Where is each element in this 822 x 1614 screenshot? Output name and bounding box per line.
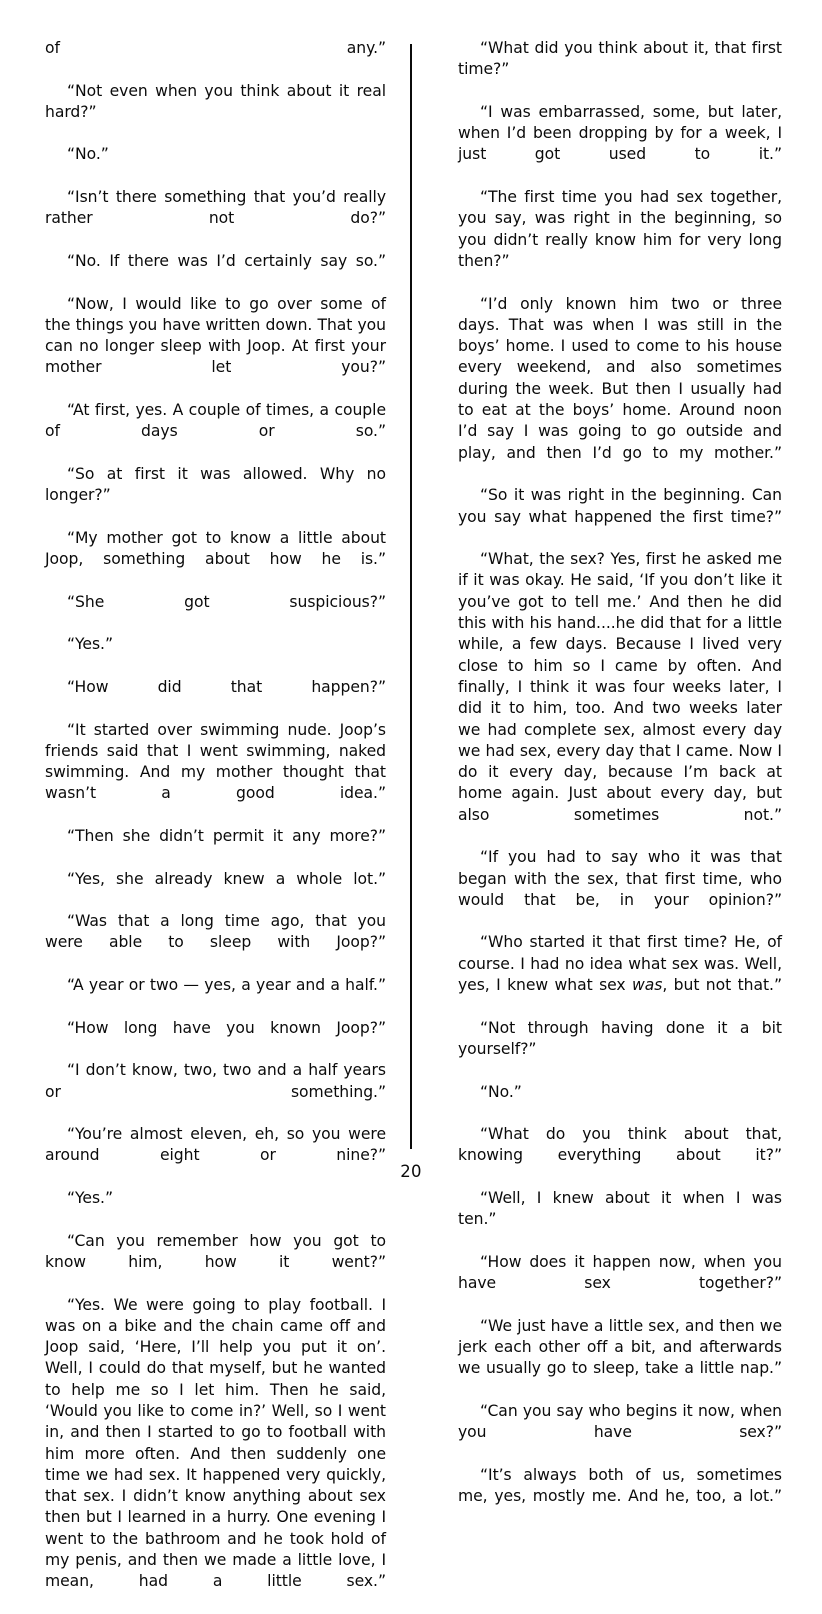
paragraph: “Can you say who begins it now, when you have sex?”	[458, 1402, 782, 1442]
paragraph: of any.”	[45, 39, 386, 57]
paragraph: “How long have you known Joop?”	[67, 1018, 386, 1037]
paragraph: “Yes, she already knew a whole lot.”	[67, 869, 386, 888]
paragraph: “Then she didn’t permit it any more?”	[67, 826, 386, 845]
paragraph: “She got suspicious?”	[67, 592, 386, 611]
paragraph	[458, 932, 782, 1017]
paragraph: “What do you think about that, knowing everything about it?”	[458, 1125, 782, 1165]
paragraph: “My mother got to know a little about Joop, something about how he is.”	[45, 528, 386, 569]
paragraph: “How did that happen?”	[67, 677, 386, 696]
paragraph: “You’re almost eleven, eh, so you were around eight or nine?”	[45, 1125, 386, 1165]
paragraph: “So at first it was allowed. Why no longer?”	[45, 464, 386, 505]
paragraph: “If you had to say who it was that began with the sex, that first time, who would that be, in your opinion?”	[458, 848, 782, 909]
paragraph: “What, the sex? Yes, first he asked me if it was okay. He said, ‘If you don’t like it you’ve got to tell me.’ And then he did this with his hand....he did that for a little while, a few days. Because I lived very close to him so I came by often. And finally, I think it was four weeks later, I did it to him, too. And two weeks later we had complete sex, almost every day we had sex, every day that I came. Now I do it every day, because I’m back at home again. Just about every day, but also sometimes not.”	[458, 550, 782, 824]
paragraph: “Not even when you think about it real hard?”	[45, 81, 386, 121]
paragraph: “No.”	[480, 1082, 522, 1101]
text-run: , but not that.”	[662, 976, 782, 995]
paragraph: “Yes.”	[67, 635, 113, 654]
paragraph: “Well, I knew about it when I was ten.”	[458, 1189, 782, 1229]
paragraph: “No.”	[67, 145, 109, 164]
paragraph: “Can you remember how you got to know him, how it went?”	[45, 1231, 386, 1271]
paragraph: “Not through having done it a bit yourself?”	[458, 1018, 782, 1058]
paragraph: “Now, I would like to go over some of the things you have written down. That you can no longer sleep with Joop. At first your mother let you?”	[45, 294, 386, 377]
right-text-column	[458, 38, 782, 1529]
paragraph: “No. If there was I’d certainly say so.”	[67, 251, 386, 270]
paragraph: “Isn’t there something that you’d really rather not do?”	[45, 188, 386, 228]
emphasized-text: was	[632, 976, 663, 995]
paragraph: “I was embarrassed, some, but later, when I’d been dropping by for a week, I just got used to it.”	[458, 102, 782, 164]
paragraph: “It started over swimming nude. Joop’s friends said that I went swimming, naked swimming. And my mother thought that wasn’t a good idea.”	[45, 720, 386, 803]
paragraph: “I don’t know, two, two and a half years or something.”	[45, 1061, 386, 1101]
paragraph: “At first, yes. A couple of times, a couple of days or so.”	[45, 401, 386, 441]
paragraph: “A year or two — yes, a year and a half.”	[67, 976, 386, 995]
paragraph: “Was that a long time ago, that you were able to sleep with Joop?”	[45, 912, 386, 952]
paragraph: “The first time you had sex together, you say, was right in the beginning, so you didn’t really know him for very long then?”	[458, 188, 782, 270]
paragraph: “Yes.”	[67, 1189, 113, 1208]
paragraph: “So it was right in the beginning. Can you say what happened the first time?”	[458, 486, 782, 526]
text-run: “Who started it that first time? He, of course. I had no idea what sex was. Well, yes, I knew what sex	[458, 933, 782, 995]
paragraph: “We just have a little sex, and then we jerk each other off a bit, and afterwards we usually go to sleep, take a little nap.”	[458, 1316, 782, 1378]
page-number: 20	[400, 1162, 422, 1181]
paragraph: “It’s always both of us, sometimes me, yes, mostly me. And he, too, a lot.”	[458, 1465, 782, 1506]
column-divider-rule	[410, 44, 412, 1149]
paragraph: “Yes. We were going to play football. I was on a bike and the chain came off and Joop said, ‘Here, I’ll help you put it on’. Well, I could do that myself, but he wanted to help me so I let him. Then he said, ‘Would you like to come in?’ Well, so I went in, and then I started to go to football with him more often. And then suddenly one time we had sex. It happened very quickly, that sex. I didn’t know anything about sex then but I learned in a hurry. One evening I went to the bathroom and he took hold of my penis, and then we made a little love, I mean, had a little sex.”	[45, 1295, 386, 1591]
paragraph: “What did you think about it, that first time?”	[458, 39, 782, 79]
paragraph: “How does it happen now, when you have sex together?”	[458, 1252, 782, 1293]
left-text-column	[45, 38, 386, 1614]
paragraph: “I’d only known him two or three days. That was when I was still in the boys’ home. I used to come to his house every weekend, and also sometimes during the week. But then I usually had to eat at the boys’ home. Around noon I’d say I was going to go outside and play, and then I’d go to my mother.”	[458, 294, 782, 462]
